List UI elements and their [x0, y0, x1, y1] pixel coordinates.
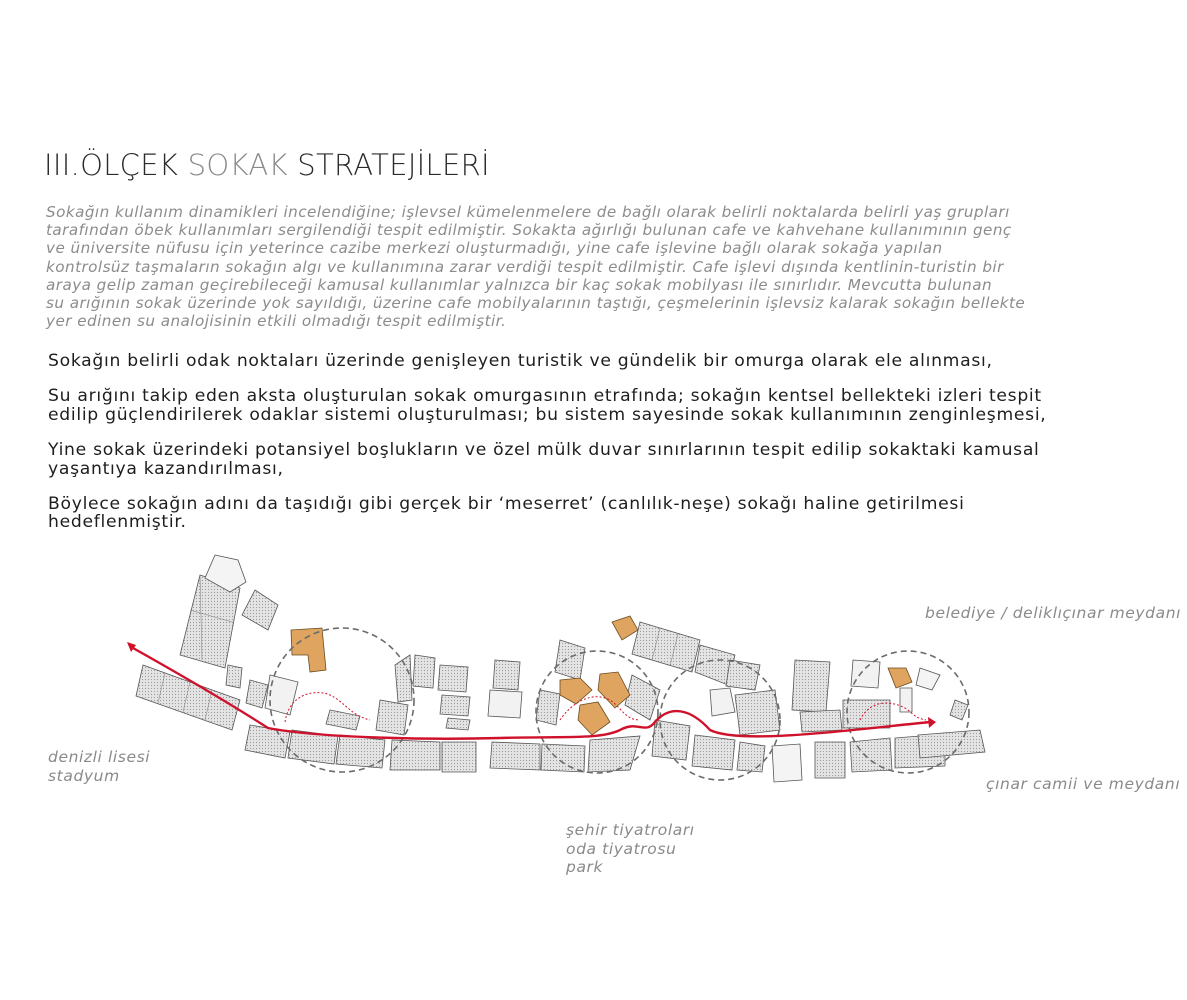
label-belediye: belediye / deliklıçınar meydanı — [925, 604, 1182, 622]
axis-arrow-end — [928, 717, 936, 728]
axis-arrow-start — [127, 642, 136, 652]
page-title: III.ÖLÇEK SOKAK STRATEJİLERİ — [44, 148, 490, 182]
intro-paragraph: Sokağın kullanım dinamikleri incelendiğine; işlevsel kümelenmelere de bağlı olarak belirli noktalarda belirli yaş grupları tarafından öbek kullanımları sergilendiği tespit edilmiştir. Sokakta ağırlığı bulunan cafe ve kahvehane kullanımının genç ve üniversite nüfusu için yeterince cazibe merkezi oluşturmadığı, yine cafe işlevine bağlı olarak sokağa yapılan kontrolsüz taşmaların sokağın algı ve kullanımına zarar verdiği tespit edilmiştir. Cafe işlevi dışında kentlinin-turistin bir araya gelip zaman geçirebileceği kamusal kullanımlar yalnızca bir kaç sokak mobilyası ile sınırlıdır. Mevcutta bulunan su arığının sokak üzerinde yok sayıldığı, üzerine cafe mobilyalarının taştığı, çeşmelerinin işlevsiz kalarak sokağın bellekte yer edinen su analojisinin etkili olmadığı tespit edilmiştir. — [46, 203, 1026, 331]
street-plan-diagram — [0, 540, 1187, 840]
strategy-item: Su arığını takip eden aksta oluşturulan sokak omurgasının etrafında; sokağın kentsel bellekteki izleri tespit edilip güçlendirilerek odaklar sistemi oluşturulması; bu sistem sayesinde sokak kullanımının zenginleşmesi, — [48, 386, 1047, 425]
label-denizli-lisesi: denizli lisesi stadyum — [48, 748, 151, 785]
label-sehir-tiyatrolari: şehir tiyatroları oda tiyatrosu park — [566, 821, 695, 876]
strategy-text — [48, 352, 1108, 549]
strategy-item: Sokağın belirli odak noktaları üzerinde genişleyen turistik ve gündelik bir omurga olarak ele alınması, — [48, 351, 993, 371]
title-highlight: SOKAK — [187, 148, 288, 182]
strategy-item: Yine sokak üzerindeki potansiyel boşlukların ve özel mülk duvar sınırlarının tespit edilip sokaktaki kamusal yaşantıya kazandırılması, — [48, 440, 1040, 479]
strategy-item: Böylece sokağın adını da taşıdığı gibi gerçek bir ‘meserret’ (canlılık-neşe) sokağı haline getirilmesi hedeflenmiştir. — [48, 494, 965, 533]
building-blocks — [136, 555, 985, 782]
label-cinar-camii: çınar camii ve meydanı — [986, 775, 1181, 793]
